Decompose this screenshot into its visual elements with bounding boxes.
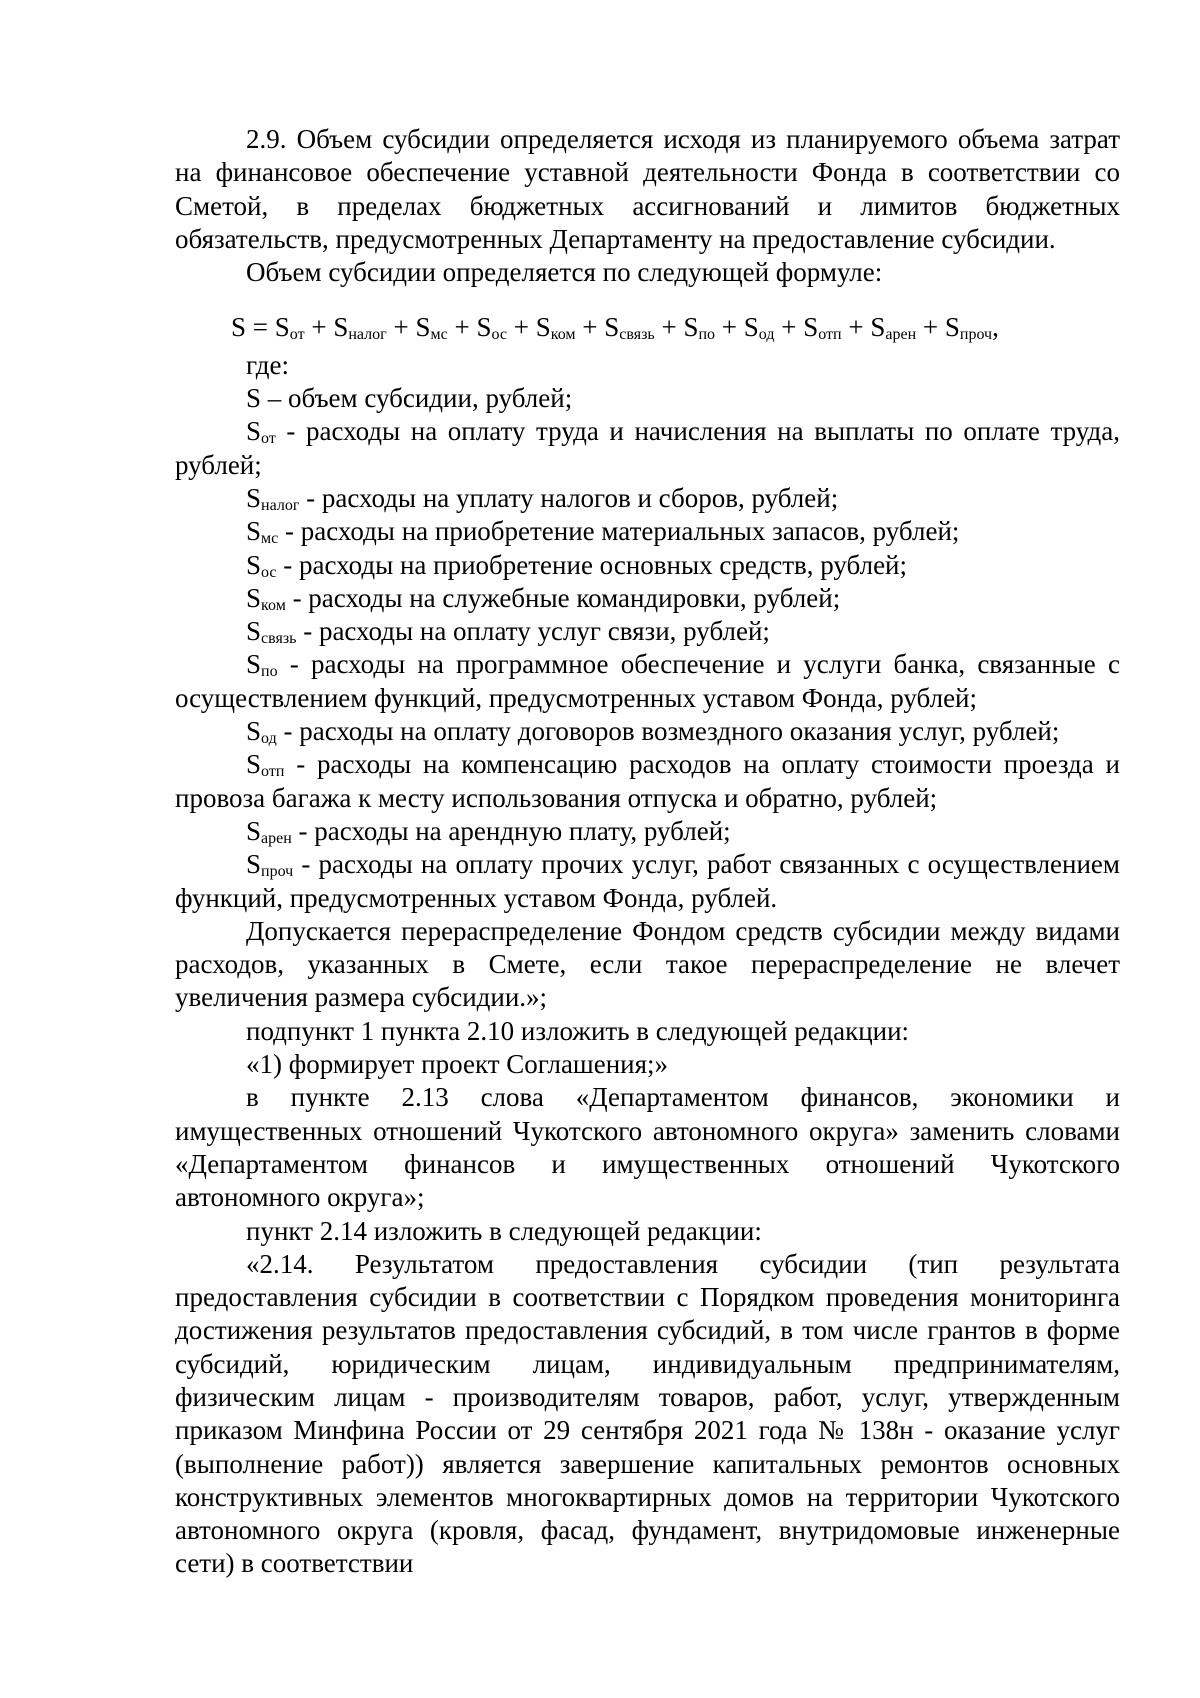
formula-plus: + [841,312,871,343]
definition-item [175,648,1120,715]
formula-term-symbol: S [944,312,960,343]
definition-subscript: от [261,430,276,448]
formula-term-subscript: от [289,326,305,344]
paragraph: пункт 2.14 изложить в следующей редакции: [246,1215,762,1246]
definition-symbol: S [246,815,262,846]
definition-subscript: ос [261,563,277,581]
formula-term-symbol: S [803,312,819,343]
formula-lhs: S [231,312,247,343]
formula-term-symbol: S [476,312,492,343]
paragraph: в пункте 2.13 слова «Департаментом финансов, экономики и имущественных отношений Чукотского автономного округа» заменить словами «Департаментом финансов и имущественных отношений Чукотского автономного округа»; [175,1082,1120,1213]
formula-term-subscript: проч [959,326,993,344]
formula-term-symbol: S [683,312,699,343]
formula-term-subscript: арен [885,326,917,344]
definition-subscript: налог [261,496,300,514]
definition-symbol: S [246,849,262,880]
formula-plus: + [575,312,605,343]
definition-symbol: S [246,549,262,580]
formula-equals: = [246,312,275,343]
formula-plus: + [916,312,945,343]
definition-text: - расходы на оплату договоров возмездного оказания услуг, рублей; [276,716,1060,747]
definition-subscript: мс [261,530,279,548]
definition-text: - расходы на приобретение материальных запасов, рублей; [278,516,960,547]
definition-symbol: S [246,582,262,613]
formula-term-subscript: отп [818,326,842,344]
definition-text: - расходы на программное обеспечение и услуги банка, связанные с осуществлением функций, предусмотренных уставом Фонда, рублей; [175,649,1120,713]
definition-text: - расходы на оплату прочих услуг, работ связанных с осуществлением функций, предусмотренных уставом Фонда, рублей. [175,849,1120,913]
definition-symbol: S [246,516,262,547]
definition-text: - расходы на арендную плату, рублей; [291,815,731,846]
formula-term-subscript: ком [550,326,576,344]
definition-subscript: по [261,663,278,681]
formula-term-subscript: по [698,326,716,344]
formula-plus: + [506,312,536,343]
formula-term-subscript: связь [619,326,655,344]
formula-term-subscript: налог [348,326,387,344]
definition-symbol: S [246,482,262,513]
definition-subscript: проч [261,863,294,881]
formula-plus: + [304,312,334,343]
definition-symbol: S [246,649,262,680]
paragraph: Допускается перераспределение Фондом средств субсидии между видами расходов, указанных в Смете, если такое перераспределение не влечет увеличения размера субсидии.»; [175,915,1120,1013]
definition-symbol: S [246,749,262,780]
formula-term-symbol: S [604,312,620,343]
definition-subscript: ком [261,596,286,614]
definition-text: - расходы на приобретение основных средств, рублей; [276,549,908,580]
definition-subscript: од [261,730,277,748]
paragraph: «1) формирует проект Соглашения;» [246,1049,669,1080]
definition-item [175,515,1120,548]
formula-term-symbol: S [274,312,290,343]
definition-symbol: S [246,616,262,647]
definition-item [175,815,1120,848]
definition-item [175,615,1120,648]
definition-text: - расходы на оплату труда и начисления на выплаты по оплате труда, рублей; [175,416,1120,480]
formula-plus: + [386,312,416,343]
formula-term-subscript: мс [430,326,448,344]
formula-plus: + [447,312,477,343]
definition-symbol: S [246,416,262,447]
definition-subscript: связь [261,630,297,648]
subsidy-formula [231,311,1120,344]
definition-text: - расходы на служебные командировки, рублей; [285,582,841,613]
where-label: где: [246,349,289,380]
definition-symbol: S [246,716,262,747]
paragraph-2-9: 2.9. Объем субсидии определяется исходя из планируемого объема затрат на финансовое обеспечение уставной деятельности Фонда в соответствии со Сметой, в пределах бюджетных ассигнований и лимитов бюджетных обязательств, предусмотренных Департаменту на предоставление субсидии. [175,124,1120,254]
definition-text: - расходы на оплату услуг связи, рублей; [296,616,770,647]
definition-subscript: арен [261,829,292,847]
formula-term-symbol: S [333,312,349,343]
definition-item [175,415,1120,482]
formula-term-subscript: ос [491,326,507,344]
formula-term-symbol: S [870,312,886,343]
definition-subscript: отп [261,763,285,781]
formula-plus: + [715,312,744,343]
definition-item [175,715,1120,748]
tail-paragraphs [175,915,1120,1581]
formula-plus: + [654,312,684,343]
formula-term-subscript: од [758,326,775,344]
definition-text: - расходы на компенсацию расходов на оплату стоимости проезда и провоза багажа к месту использования отпуска и обратно, рублей; [175,749,1120,813]
definition-item [175,549,1120,582]
formula-end: , [992,312,999,343]
definition-item [175,582,1120,615]
definition-item [175,482,1120,515]
definitions-list [175,415,1120,914]
s-definition: S – объем субсидии, рублей; [246,383,573,414]
paragraph: «2.14. Результатом предоставления субсидии (тип результата предоставления субсидии в соответствии с Порядком проведения мониторинга достижения результатов предоставления субсидий, в том числе грантов в форме субсидий, юридическим лицам, индивидуальным предпринимателям, физическим лицам - производителям товаров, работ, услуг, утвержденным приказом Минфина России от 29 сентября 2021 года № 138н - оказание услуг (выполнение работ)) является завершение капитальных ремонтов основных конструктивных элементов многоквартирных домов на территории Чукотского автономного округа (кровля, фасад, фундамент, внутридомовые инженерные сети) в соответствии [175,1248,1120,1579]
formula-term-symbol: S [535,312,551,343]
formula-terms [275,312,992,342]
formula-plus: + [774,312,804,343]
definition-item [175,848,1120,915]
definition-item [175,748,1120,815]
formula-term-symbol: S [743,312,759,343]
formula-intro: Объем субсидии определяется по следующей формуле: [246,257,883,288]
paragraph: подпункт 1 пункта 2.10 изложить в следующей редакции: [246,1015,910,1046]
formula-term-symbol: S [415,312,431,343]
definition-text: - расходы на уплату налогов и сборов, рублей; [299,482,839,513]
